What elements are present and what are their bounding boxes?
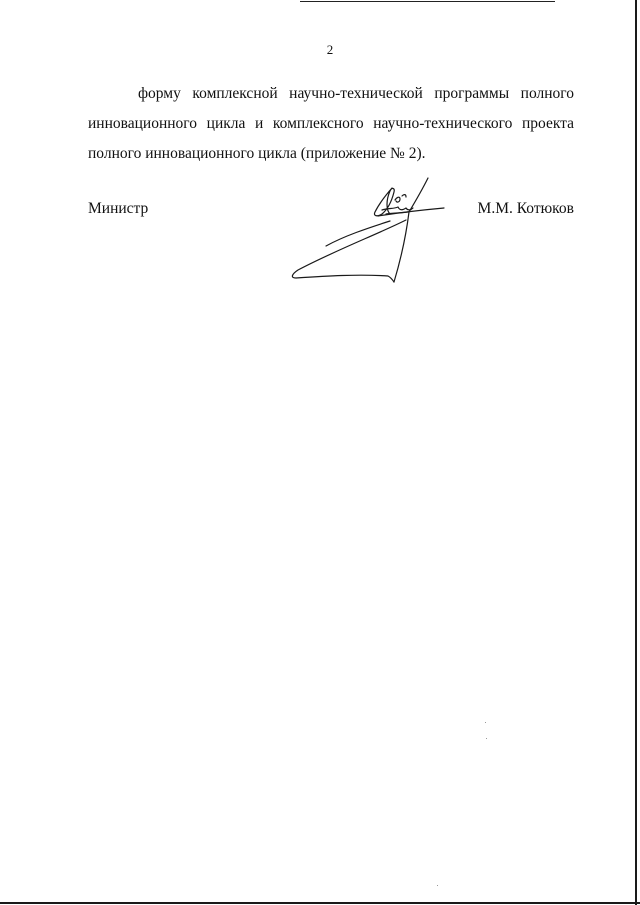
scan-edge-right — [635, 0, 637, 905]
paragraph-line-2: инновационного цикла и комплексного научно-технического проекта — [88, 115, 574, 132]
paragraph-line-1: форму комплексной научно-технической программы полного — [138, 85, 574, 102]
body-paragraph — [88, 79, 574, 169]
signatory-name: М.М. Котюков — [477, 200, 574, 217]
scan-edge-bottom — [0, 902, 640, 904]
scan-speck — [437, 885, 438, 886]
scan-speck — [486, 738, 487, 739]
scan-edge-top — [300, 1, 555, 2]
paragraph-line-3: полного инновационного цикла (приложение № 2). — [88, 145, 426, 162]
handwritten-signature — [282, 176, 452, 288]
signatory-position: Министр — [88, 200, 149, 217]
scan-speck — [485, 722, 486, 723]
page-number: 2 — [326, 42, 334, 57]
